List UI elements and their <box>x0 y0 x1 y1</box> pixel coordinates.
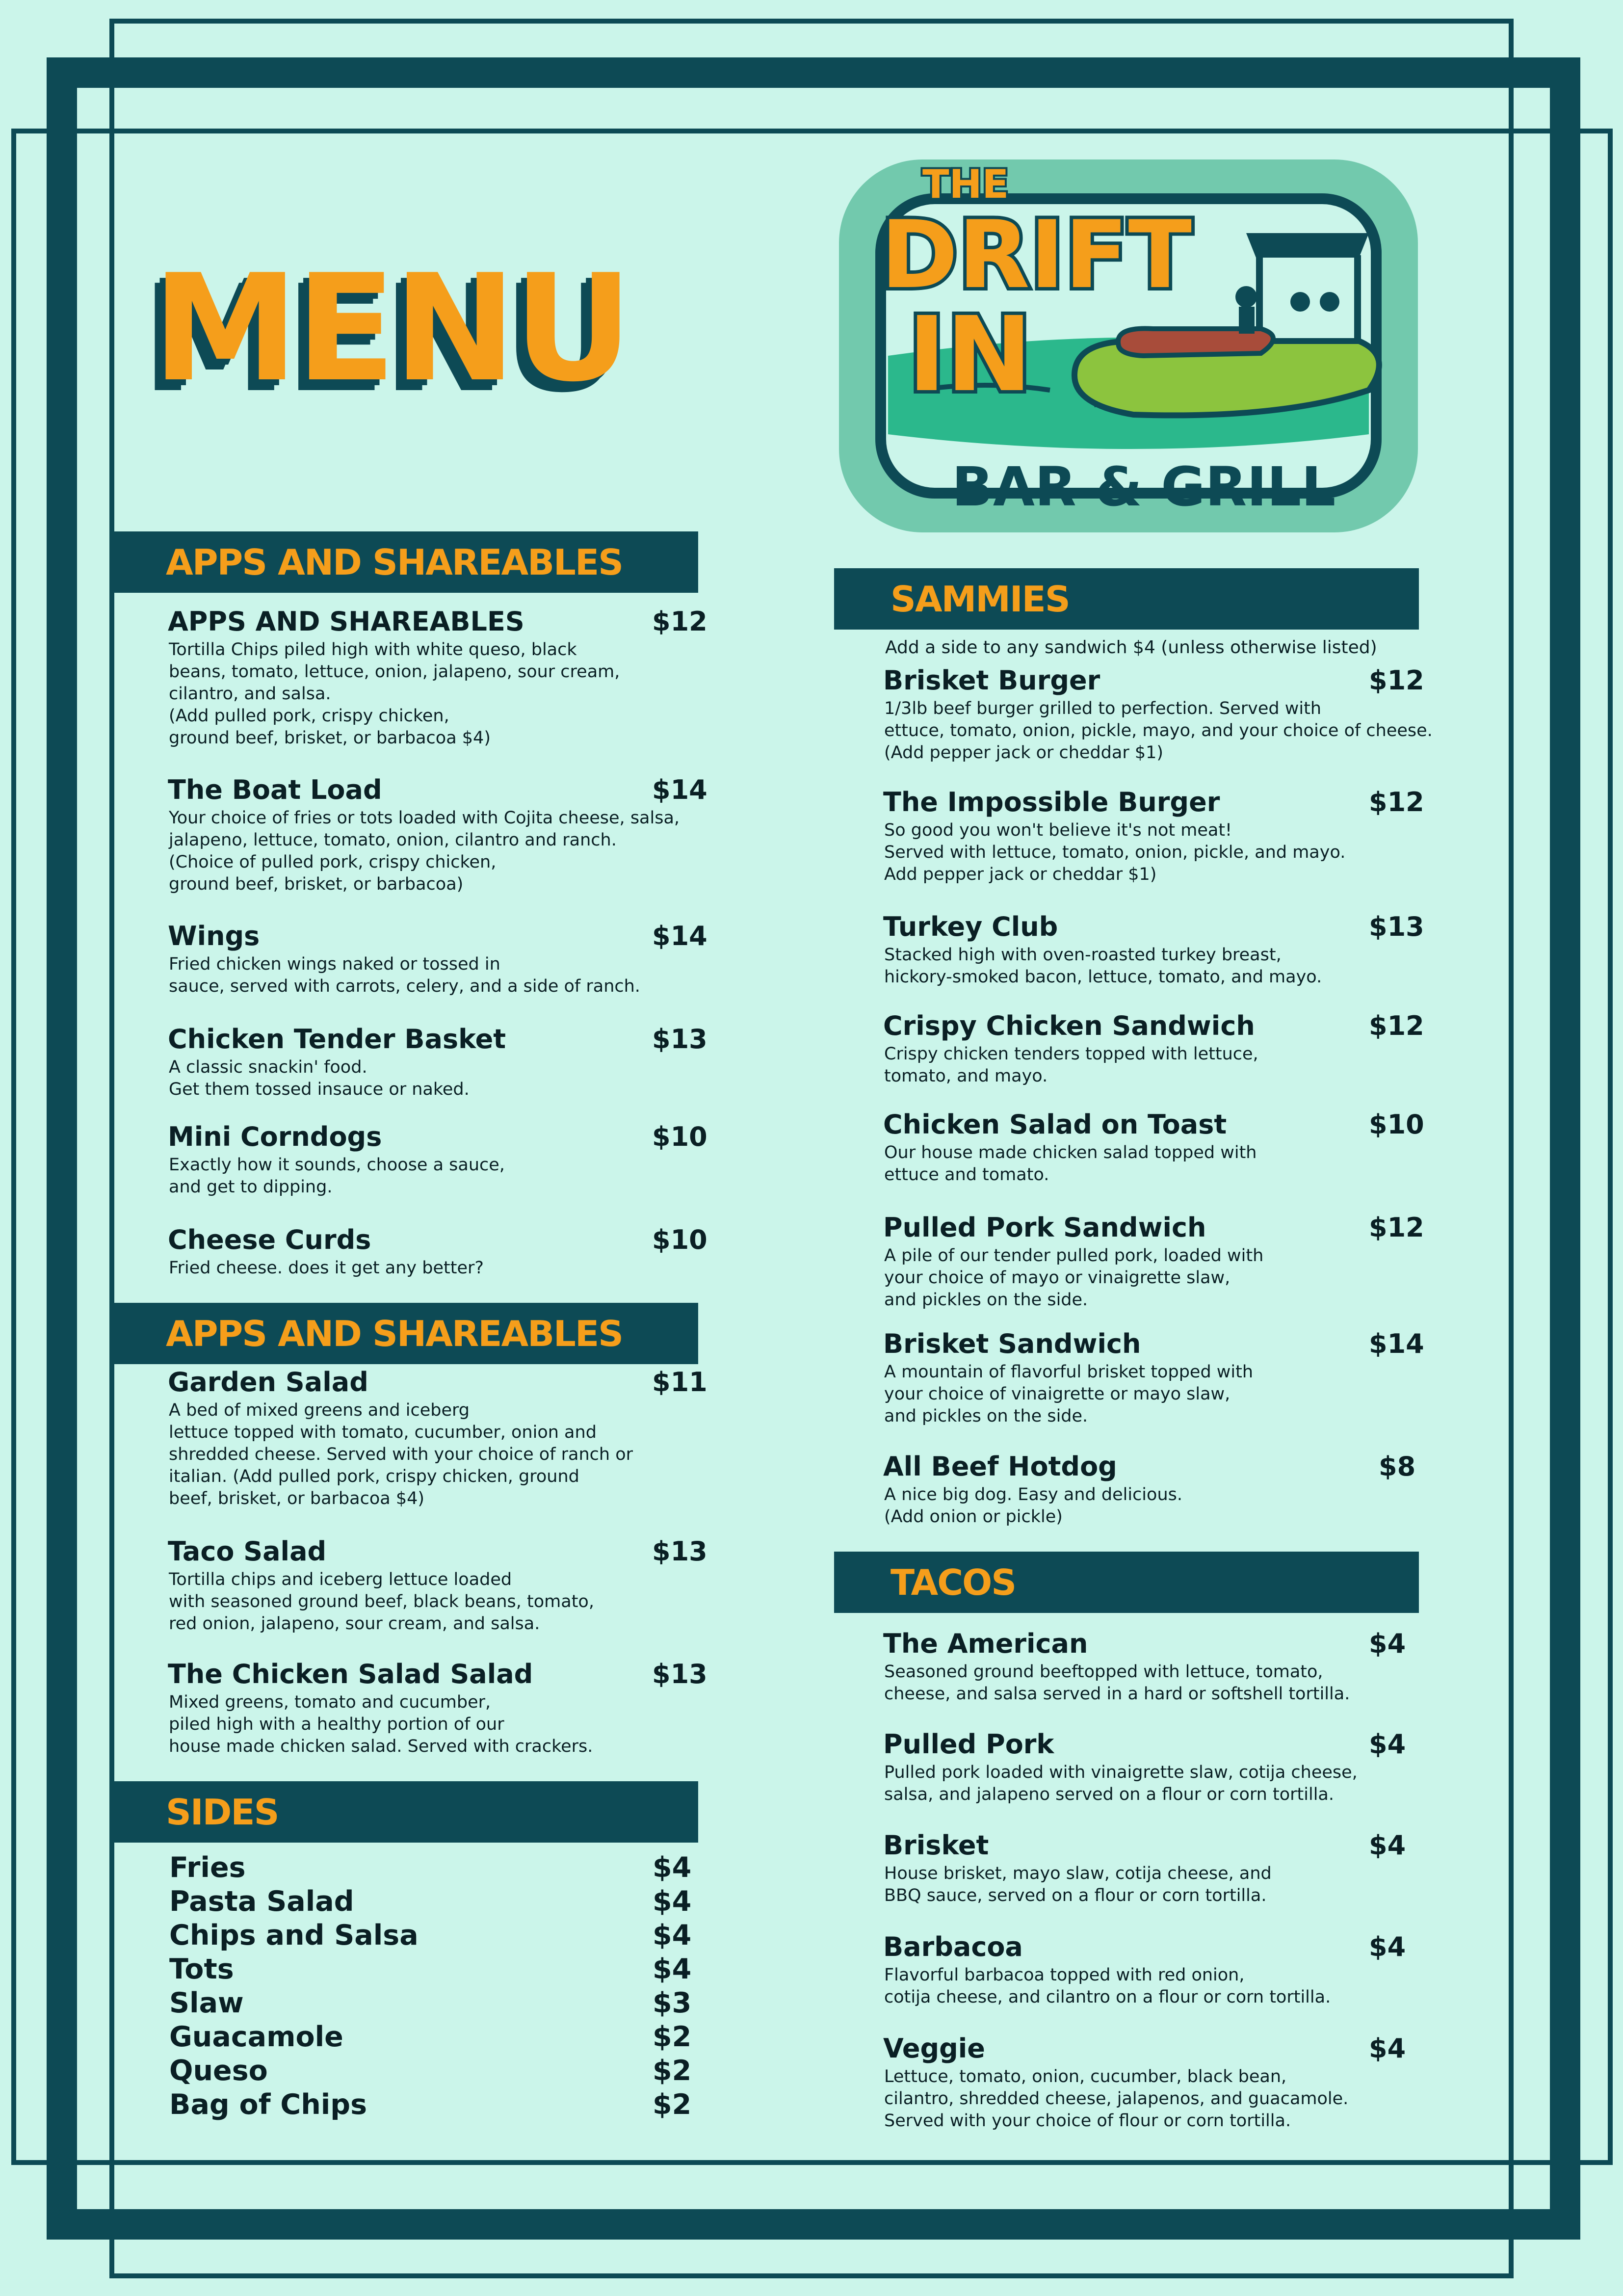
item-name: Brisket Sandwich <box>883 1328 1141 1359</box>
item-price: $12 <box>652 606 707 637</box>
item-description: Mixed greens, tomato and cucumber, piled high with a healthy portion of our house made chicken salad. Served with crackers. <box>169 1692 593 1756</box>
item-description: Flavorful barbacoa topped with red onion, cotija cheese, and cilantro on a flour or corn tortilla. <box>884 1965 1331 2007</box>
item-description: Your choice of fries or tots loaded with Cojita cheese, salsa, jalapeno, lettuce, tomato, onion, cilantro and ranch. (Choice of pulled pork, crispy chicken, ground beef, brisket, or barbacoa) <box>169 808 680 894</box>
item-price: $14 <box>652 921 707 951</box>
sammies-note: Add a side to any sandwich $4 (unless otherwise listed) <box>885 637 1377 658</box>
item-name: Barbacoa <box>883 1931 1023 1962</box>
svg-text:DRIFT: DRIFT <box>881 201 1192 309</box>
side-item-name: Guacamole <box>169 2021 343 2053</box>
side-item-name: Pasta Salad <box>169 1885 354 1918</box>
item-description: Crispy chicken tenders topped with lettuce, tomato, and mayo. <box>884 1044 1258 1086</box>
side-item-price: $3 <box>653 1987 692 2019</box>
side-item-price: $2 <box>653 2055 692 2087</box>
section-title-sammies: SAMMIES <box>890 578 1070 620</box>
item-description: Fried chicken wings naked or tossed in sauce, served with carrots, celery, and a side of ranch. <box>169 954 640 996</box>
item-name: Taco Salad <box>168 1536 327 1567</box>
item-price: $13 <box>1369 911 1424 942</box>
drift-in-logo <box>839 159 1418 532</box>
item-name: Brisket Burger <box>883 665 1100 696</box>
side-item-name: Slaw <box>169 1987 244 2019</box>
item-price: $4 <box>1369 2033 1406 2064</box>
item-name: Chicken Salad on Toast <box>883 1109 1227 1140</box>
item-name: All Beef Hotdog <box>883 1451 1117 1482</box>
item-price: $4 <box>1369 1931 1406 1962</box>
side-item-name: Queso <box>169 2055 268 2087</box>
item-name: Garden Salad <box>168 1367 368 1398</box>
item-price: $10 <box>652 1121 707 1152</box>
item-description: Lettuce, tomato, onion, cucumber, black bean, cilantro, shredded cheese, jalapenos, and guacamole. Served with your choice of flour or corn tortilla. <box>884 2067 1349 2131</box>
item-price: $10 <box>652 1224 707 1255</box>
svg-text:THE: THE <box>922 161 1009 207</box>
item-name: Brisket <box>883 1830 989 1861</box>
item-description: A bed of mixed greens and iceberg lettuce topped with tomato, cucumber, onion and shredded cheese. Served with your choice of ranch or italian. (Add pulled pork, crispy chicken, ground beef, brisket, or barbacoa $4) <box>169 1400 633 1508</box>
item-price: $10 <box>1369 1109 1424 1140</box>
item-name: Chicken Tender Basket <box>168 1024 506 1055</box>
item-name: Veggie <box>883 2033 985 2064</box>
item-price: $12 <box>1369 1212 1424 1243</box>
side-item-name: Bag of Chips <box>169 2088 367 2121</box>
item-price: $13 <box>652 1659 707 1689</box>
side-item-name: Chips and Salsa <box>169 1919 419 1952</box>
item-name: Pulled Pork Sandwich <box>883 1212 1206 1243</box>
item-description: A pile of our tender pulled pork, loaded with your choice of mayo or vinaigrette slaw, and pickles on the side. <box>884 1246 1264 1310</box>
section-header-sides <box>109 1781 698 1843</box>
section-title-salads: APPS AND SHAREABLES <box>166 1313 623 1354</box>
item-name: Mini Corndogs <box>168 1121 382 1152</box>
side-item-name: Tots <box>169 1953 234 1985</box>
item-description: Seasoned ground beeftopped with lettuce, tomato, cheese, and salsa served in a hard or softshell tortilla. <box>884 1662 1350 1704</box>
item-name: APPS AND SHAREABLES <box>168 606 524 637</box>
item-name: The Boat Load <box>168 774 382 805</box>
side-item-price: $4 <box>653 1953 692 1985</box>
item-price: $12 <box>1369 665 1424 696</box>
item-price: $13 <box>652 1024 707 1055</box>
item-description: Tortilla Chips piled high with white queso, black beans, tomato, lettuce, onion, jalapeno, sour cream, cilantro, and salsa. (Add pulled pork, crispy chicken, ground beef, brisket, or barbacoa $4) <box>169 640 620 748</box>
svg-text:IN: IN <box>908 294 1032 415</box>
item-price: $4 <box>1369 1628 1406 1659</box>
item-price: $12 <box>1369 787 1424 818</box>
item-price: $13 <box>652 1536 707 1567</box>
section-title-apps: APPS AND SHAREABLES <box>166 541 623 583</box>
item-price: $11 <box>652 1367 707 1398</box>
page-title: MENU <box>152 243 630 414</box>
item-name: Cheese Curds <box>168 1224 371 1255</box>
section-title-sides: SIDES <box>166 1791 279 1833</box>
item-price: $4 <box>1369 1729 1406 1760</box>
section-title-tacos: TACOS <box>890 1561 1016 1603</box>
item-description: So good you won't believe it's not meat! Served with lettuce, tomato, onion, pickle, and mayo. Add pepper jack or cheddar $1) <box>884 820 1346 884</box>
item-description: Our house made chicken salad topped with ettuce and tomato. <box>884 1143 1257 1185</box>
item-name: Pulled Pork <box>883 1729 1054 1760</box>
side-item-price: $4 <box>653 1919 692 1952</box>
section-header-apps <box>109 531 698 593</box>
svg-text:BAR & GRILL: BAR & GRILL <box>952 455 1336 518</box>
item-price: $4 <box>1369 1830 1406 1861</box>
side-item-price: $4 <box>653 1885 692 1918</box>
item-name: The Impossible Burger <box>883 787 1220 818</box>
side-item-name: Fries <box>169 1851 246 1884</box>
item-name: The Chicken Salad Salad <box>168 1659 533 1689</box>
item-description: Exactly how it sounds, choose a sauce, and get to dipping. <box>169 1155 505 1197</box>
item-description: Tortilla chips and iceberg lettuce loaded with seasoned ground beef, black beans, tomato, red onion, jalapeno, sour cream, and salsa. <box>169 1570 594 1634</box>
item-description: A nice big dog. Easy and delicious. (Add onion or pickle) <box>884 1485 1182 1527</box>
side-item-price: $4 <box>653 1851 692 1884</box>
side-item-price: $2 <box>653 2021 692 2053</box>
item-description: A classic snackin' food. Get them tossed insauce or naked. <box>169 1057 470 1099</box>
item-name: Turkey Club <box>883 911 1058 942</box>
item-name: The American <box>883 1628 1088 1659</box>
section-header-salads <box>109 1303 698 1364</box>
item-description: A mountain of flavorful brisket topped with your choice of vinaigrette or mayo slaw, and pickles on the side. <box>884 1362 1254 1426</box>
item-price: $14 <box>652 774 707 805</box>
item-name: Crispy Chicken Sandwich <box>883 1010 1255 1041</box>
item-name: Wings <box>168 921 260 951</box>
item-description: Fried cheese. does it get any better? <box>169 1258 484 1278</box>
item-price: $12 <box>1369 1010 1424 1041</box>
item-description: House brisket, mayo slaw, cotija cheese, and BBQ sauce, served on a flour or corn tortilla. <box>884 1864 1272 1905</box>
item-description: Stacked high with oven-roasted turkey breast, hickory-smoked bacon, lettuce, tomato, and mayo. <box>884 945 1322 987</box>
item-price: $14 <box>1369 1328 1424 1359</box>
item-description: Pulled pork loaded with vinaigrette slaw, cotija cheese, salsa, and jalapeno served on a flour or corn tortilla. <box>884 1763 1358 1804</box>
section-header-tacos <box>834 1552 1419 1613</box>
side-item-price: $2 <box>653 2088 692 2121</box>
section-header-sammies <box>834 568 1419 630</box>
item-description: 1/3lb beef burger grilled to perfection. Served with ettuce, tomato, onion, pickle, mayo, and your choice of cheese. (Add pepper jack or cheddar $1) <box>884 699 1433 763</box>
item-price: $8 <box>1379 1451 1416 1482</box>
